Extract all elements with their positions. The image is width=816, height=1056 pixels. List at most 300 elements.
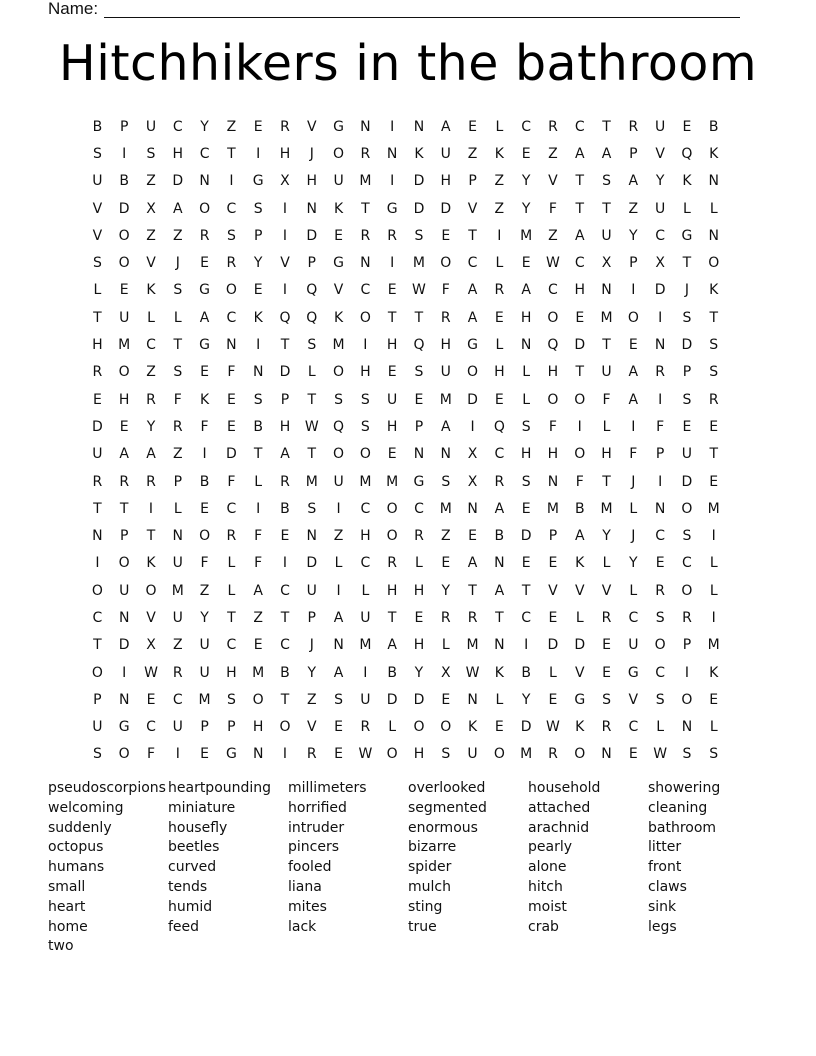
grid-letter: R	[226, 528, 237, 545]
grid-letter: Z	[253, 609, 263, 626]
grid-row	[84, 577, 728, 604]
grid-letter: K	[575, 719, 585, 736]
grid-letter: G	[333, 118, 344, 135]
grid-letter: O	[574, 446, 586, 463]
grid-letter: C	[146, 719, 156, 736]
grid-row	[84, 741, 728, 768]
grid-letter: B	[253, 418, 263, 435]
word-item: feed	[168, 918, 200, 935]
grid-letter: S	[709, 746, 719, 763]
grid-letter: S	[682, 746, 692, 763]
word-item: alone	[528, 859, 567, 876]
grid-letter: E	[200, 746, 210, 763]
grid-letter: P	[548, 528, 558, 545]
grid-letter: U	[333, 473, 344, 490]
grid-letter: V	[92, 200, 103, 217]
grid-letter: O	[225, 282, 237, 299]
grid-letter: E	[441, 227, 451, 244]
grid-letter: E	[334, 719, 343, 736]
grid-letter: R	[306, 746, 317, 763]
grid-letter: E	[521, 555, 531, 572]
grid-letter: U	[333, 173, 344, 190]
grid-letter: E	[119, 282, 129, 299]
grid-letter: N	[333, 637, 344, 654]
grid-letter: N	[494, 555, 505, 572]
grid-letter: X	[467, 473, 478, 490]
grid-letter: I	[390, 118, 395, 135]
grid-letter: O	[654, 637, 666, 654]
grid-letter: P	[682, 364, 692, 381]
grid-letter: T	[414, 309, 424, 326]
grid-letter: T	[119, 500, 129, 517]
grid-letter: H	[413, 582, 425, 599]
grid-letter: G	[681, 227, 693, 244]
grid-letter: T	[575, 173, 585, 190]
grid-letter: J	[175, 255, 180, 272]
grid-letter: E	[548, 609, 558, 626]
grid-row	[84, 604, 728, 631]
grid-letter: R	[226, 255, 237, 272]
grid-letter: H	[279, 418, 291, 435]
grid-letter: I	[95, 555, 100, 572]
grid-letter: R	[440, 309, 451, 326]
word-item: housefly	[168, 819, 228, 836]
grid-letter: N	[601, 746, 612, 763]
grid-letter: C	[226, 200, 237, 217]
grid-letter: B	[280, 500, 290, 517]
grid-letter: R	[548, 118, 558, 135]
grid-letter: Z	[172, 446, 183, 463]
grid-letter: H	[520, 309, 532, 326]
grid-letter: L	[254, 473, 263, 490]
grid-letter: O	[681, 691, 693, 708]
grid-letter: T	[495, 609, 504, 626]
grid-letter: D	[306, 555, 318, 572]
grid-letter: N	[547, 473, 559, 490]
grid-letter: X	[280, 173, 290, 190]
grid-letter: L	[495, 255, 504, 272]
grid-letter: R	[119, 473, 130, 490]
grid-row	[84, 222, 728, 249]
grid-letter: I	[684, 664, 689, 681]
grid-letter: L	[361, 582, 370, 599]
grid-letter: F	[227, 364, 236, 381]
grid-letter: R	[601, 719, 612, 736]
grid-letter: C	[682, 555, 692, 572]
grid-letter: S	[307, 500, 317, 517]
grid-letter: O	[681, 582, 693, 599]
grid-letter: R	[414, 528, 424, 545]
grid-letter: E	[146, 691, 156, 708]
grid-letter: E	[628, 337, 638, 354]
grid-letter: A	[467, 309, 478, 326]
grid-letter: O	[333, 145, 345, 162]
grid-letter: P	[119, 118, 129, 135]
grid-letter: D	[118, 200, 130, 217]
grid-letter: H	[306, 173, 318, 190]
grid-letter: M	[707, 500, 720, 517]
grid-letter: Y	[521, 200, 531, 217]
grid-letter: E	[575, 309, 585, 326]
grid-letter: Y	[441, 582, 451, 599]
grid-letter: I	[631, 418, 636, 435]
grid-letter: D	[440, 200, 452, 217]
grid-letter: L	[388, 719, 397, 736]
grid-letter: D	[413, 691, 425, 708]
grid-letter: H	[172, 145, 184, 162]
word-item: household	[528, 780, 601, 796]
grid-letter: Z	[199, 582, 210, 599]
grid-row	[84, 714, 728, 741]
grid-letter: U	[119, 582, 130, 599]
grid-letter: S	[655, 609, 665, 626]
word-item: sink	[648, 898, 677, 915]
word-column	[168, 779, 288, 957]
grid-letter: U	[199, 664, 210, 681]
grid-letter: Z	[226, 118, 237, 135]
grid-letter: M	[359, 173, 372, 190]
grid-letter: Y	[414, 664, 424, 681]
grid-letter: I	[390, 255, 395, 272]
grid-letter: Y	[200, 118, 209, 135]
grid-letter: T	[173, 337, 183, 354]
grid-letter: E	[441, 691, 451, 708]
grid-letter: G	[118, 719, 130, 736]
grid-letter: A	[333, 664, 344, 681]
grid-letter: S	[521, 473, 531, 490]
grid-letter: K	[575, 555, 585, 572]
grid-letter: B	[119, 173, 129, 190]
grid-letter: M	[412, 255, 425, 272]
grid-letter: L	[147, 309, 155, 326]
grid-letter: S	[253, 391, 263, 408]
grid-letter: C	[574, 255, 585, 272]
grid-letter: E	[709, 473, 719, 490]
grid-row	[84, 686, 728, 713]
grid-letter: A	[574, 145, 585, 162]
grid-letter: Q	[493, 418, 505, 435]
grid-letter: R	[548, 746, 558, 763]
grid-letter: O	[386, 500, 398, 517]
grid-letter: N	[360, 255, 371, 272]
grid-letter: S	[334, 691, 344, 708]
grid-letter: N	[386, 145, 398, 162]
grid-letter: I	[390, 173, 395, 190]
grid-letter: G	[574, 691, 586, 708]
word-search-grid	[84, 113, 728, 768]
grid-letter: K	[494, 664, 504, 681]
grid-letter: A	[119, 446, 129, 463]
grid-letter: V	[333, 282, 344, 299]
word-item: front	[648, 859, 682, 876]
grid-letter: E	[468, 118, 477, 135]
grid-letter: U	[119, 309, 130, 326]
grid-letter: W	[653, 746, 668, 763]
grid-letter: L	[173, 309, 182, 326]
grid-letter: Q	[681, 145, 693, 162]
grid-letter: L	[227, 555, 236, 572]
grid-letter: O	[440, 255, 452, 272]
grid-letter: O	[574, 746, 586, 763]
grid-letter: I	[658, 473, 663, 490]
grid-letter: T	[468, 227, 477, 244]
grid-letter: N	[440, 446, 451, 463]
grid-letter: V	[467, 200, 478, 217]
grid-letter: S	[253, 200, 263, 217]
grid-letter: S	[173, 282, 183, 299]
grid-letter: M	[386, 473, 399, 490]
grid-letter: S	[414, 364, 424, 381]
grid-letter: Y	[629, 227, 638, 244]
word-item: enormous	[408, 819, 478, 836]
grid-letter: T	[93, 309, 102, 326]
grid-letter: H	[92, 337, 103, 354]
grid-letter: Z	[172, 227, 183, 244]
grid-letter: I	[256, 337, 261, 354]
grid-letter: S	[655, 691, 665, 708]
grid-letter: N	[413, 446, 425, 463]
grid-letter: E	[387, 364, 397, 381]
grid-letter: N	[494, 637, 505, 654]
grid-letter: F	[200, 418, 209, 435]
grid-letter: L	[629, 582, 638, 599]
grid-letter: K	[709, 664, 719, 681]
word-item: bizarre	[408, 839, 457, 856]
grid-letter: M	[466, 637, 479, 654]
grid-letter: A	[467, 555, 478, 572]
word-item: intruder	[288, 819, 345, 836]
word-item: segmented	[408, 799, 487, 816]
grid-letter: R	[172, 664, 183, 681]
grid-letter: I	[658, 391, 663, 408]
grid-letter: Z	[494, 200, 505, 217]
grid-letter: O	[145, 582, 157, 599]
grid-letter: M	[118, 337, 131, 354]
grid-letter: S	[92, 145, 102, 162]
grid-letter: K	[333, 200, 344, 217]
grid-letter: B	[574, 500, 585, 517]
grid-letter: W	[546, 719, 560, 736]
grid-letter: I	[631, 282, 636, 299]
grid-letter: N	[226, 337, 237, 354]
grid-letter: U	[92, 719, 103, 736]
grid-letter: A	[494, 582, 505, 599]
grid-letter: H	[520, 446, 532, 463]
grid-letter: H	[386, 337, 398, 354]
grid-letter: E	[226, 391, 236, 408]
grid-letter: I	[282, 746, 288, 763]
grid-letter: D	[574, 637, 586, 654]
grid-letter: E	[253, 282, 263, 299]
grid-letter: Q	[547, 337, 559, 354]
grid-letter: F	[254, 528, 263, 545]
grid-letter: H	[547, 364, 559, 381]
grid-letter: N	[520, 337, 532, 354]
grid-letter: J	[631, 473, 636, 490]
grid-letter: F	[254, 555, 263, 572]
grid-letter: O	[547, 309, 559, 326]
grid-letter: I	[711, 528, 716, 545]
grid-row	[84, 413, 728, 440]
grid-letter: Y	[307, 664, 317, 681]
grid-row	[84, 304, 728, 331]
grid-letter: E	[334, 227, 343, 244]
word-item: moist	[528, 898, 567, 915]
grid-letter: I	[336, 500, 341, 517]
word-item: cleaning	[648, 799, 708, 816]
grid-letter: U	[172, 719, 183, 736]
grid-letter: T	[227, 609, 236, 626]
grid-letter: Q	[413, 337, 425, 354]
grid-letter: D	[547, 637, 559, 654]
grid-letter: R	[387, 227, 398, 244]
grid-letter: C	[414, 500, 424, 517]
grid-letter: D	[413, 200, 425, 217]
grid-letter: I	[282, 227, 288, 244]
grid-letter: S	[682, 309, 692, 326]
grid-letter: C	[360, 282, 371, 299]
grid-letter: J	[631, 528, 636, 545]
grid-row	[84, 168, 728, 195]
grid-row	[84, 522, 728, 549]
grid-letter: U	[92, 173, 103, 190]
grid-row	[84, 468, 728, 495]
grid-letter: N	[413, 118, 425, 135]
grid-letter: I	[497, 227, 502, 244]
word-item: home	[48, 918, 88, 935]
grid-letter: G	[627, 664, 639, 681]
grid-letter: T	[227, 145, 236, 162]
grid-row	[84, 632, 728, 659]
grid-letter: S	[307, 337, 317, 354]
grid-letter: V	[146, 255, 156, 272]
grid-letter: E	[709, 691, 719, 708]
grid-letter: H	[413, 637, 425, 654]
grid-letter: M	[439, 500, 452, 517]
grid-letter: Y	[521, 691, 531, 708]
grid-letter: Q	[279, 309, 291, 326]
grid-letter: I	[658, 309, 663, 326]
grid-letter: O	[118, 227, 130, 244]
grid-letter: I	[363, 337, 368, 354]
grid-letter: S	[360, 418, 370, 435]
grid-letter: C	[360, 500, 371, 517]
grid-letter: M	[707, 637, 720, 654]
grid-letter: U	[467, 746, 478, 763]
grid-letter: S	[360, 391, 370, 408]
word-item: pseudoscorpions	[48, 780, 166, 796]
grid-letter: L	[709, 582, 718, 599]
grid-letter: D	[520, 719, 532, 736]
grid-letter: T	[387, 309, 397, 326]
grid-letter: J	[309, 145, 314, 162]
grid-letter: D	[172, 173, 184, 190]
grid-letter: G	[413, 473, 425, 490]
grid-letter: T	[146, 528, 156, 545]
grid-letter: B	[199, 473, 210, 490]
grid-letter: O	[333, 364, 345, 381]
grid-letter: J	[309, 637, 314, 654]
grid-letter: I	[256, 500, 261, 517]
grid-letter: C	[548, 282, 558, 299]
grid-letter: N	[467, 691, 478, 708]
grid-letter: G	[225, 746, 237, 763]
grid-row	[84, 386, 728, 413]
word-item: hitch	[528, 878, 563, 895]
grid-letter: Q	[306, 309, 318, 326]
grid-letter: L	[522, 364, 531, 381]
grid-letter: N	[467, 500, 478, 517]
grid-row	[84, 441, 728, 468]
grid-letter: M	[600, 309, 613, 326]
word-item: litter	[648, 839, 682, 856]
grid-letter: N	[199, 173, 210, 190]
grid-letter: E	[602, 637, 611, 654]
grid-letter: R	[387, 555, 398, 572]
grid-letter: K	[333, 309, 344, 326]
grid-letter: E	[200, 255, 210, 272]
grid-letter: O	[118, 255, 130, 272]
grid-letter: B	[280, 664, 290, 681]
grid-letter: A	[628, 364, 639, 381]
grid-letter: W	[465, 664, 480, 681]
grid-letter: F	[227, 473, 236, 490]
grid-letter: E	[200, 500, 210, 517]
word-item: suddenly	[48, 819, 112, 836]
grid-letter: F	[548, 200, 557, 217]
grid-letter: I	[282, 282, 288, 299]
grid-letter: T	[93, 500, 102, 517]
grid-letter: L	[307, 364, 316, 381]
grid-letter: T	[468, 582, 477, 599]
grid-letter: T	[602, 473, 611, 490]
grid-letter: Y	[629, 555, 638, 572]
grid-letter: I	[122, 664, 127, 681]
grid-letter: L	[709, 200, 718, 217]
grid-letter: C	[628, 609, 639, 626]
grid-letter: H	[226, 664, 237, 681]
grid-letter: N	[252, 746, 264, 763]
grid-letter: K	[253, 309, 263, 326]
grid-letter: R	[655, 364, 665, 381]
grid-letter: N	[708, 227, 719, 244]
grid-letter: U	[681, 446, 693, 463]
grid-letter: E	[226, 418, 236, 435]
grid-letter: S	[173, 364, 183, 381]
grid-letter: C	[655, 227, 666, 244]
grid-letter: T	[307, 446, 317, 463]
grid-letter: O	[252, 691, 264, 708]
grid-letter: P	[682, 637, 692, 654]
grid-letter: F	[629, 446, 638, 463]
grid-letter: N	[306, 200, 318, 217]
grid-letter: N	[118, 609, 130, 626]
grid-letter: M	[198, 691, 211, 708]
grid-letter: H	[118, 391, 130, 408]
grid-letter: C	[521, 118, 532, 135]
grid-letter: S	[521, 418, 531, 435]
grid-letter: G	[386, 200, 398, 217]
word-item: tends	[168, 878, 208, 895]
grid-letter: N	[681, 719, 693, 736]
grid-letter: U	[601, 227, 612, 244]
grid-letter: M	[305, 473, 318, 490]
grid-letter: I	[524, 637, 529, 654]
grid-letter: A	[601, 145, 612, 162]
word-item: small	[48, 878, 86, 895]
grid-letter: C	[494, 446, 505, 463]
grid-letter: T	[709, 309, 718, 326]
